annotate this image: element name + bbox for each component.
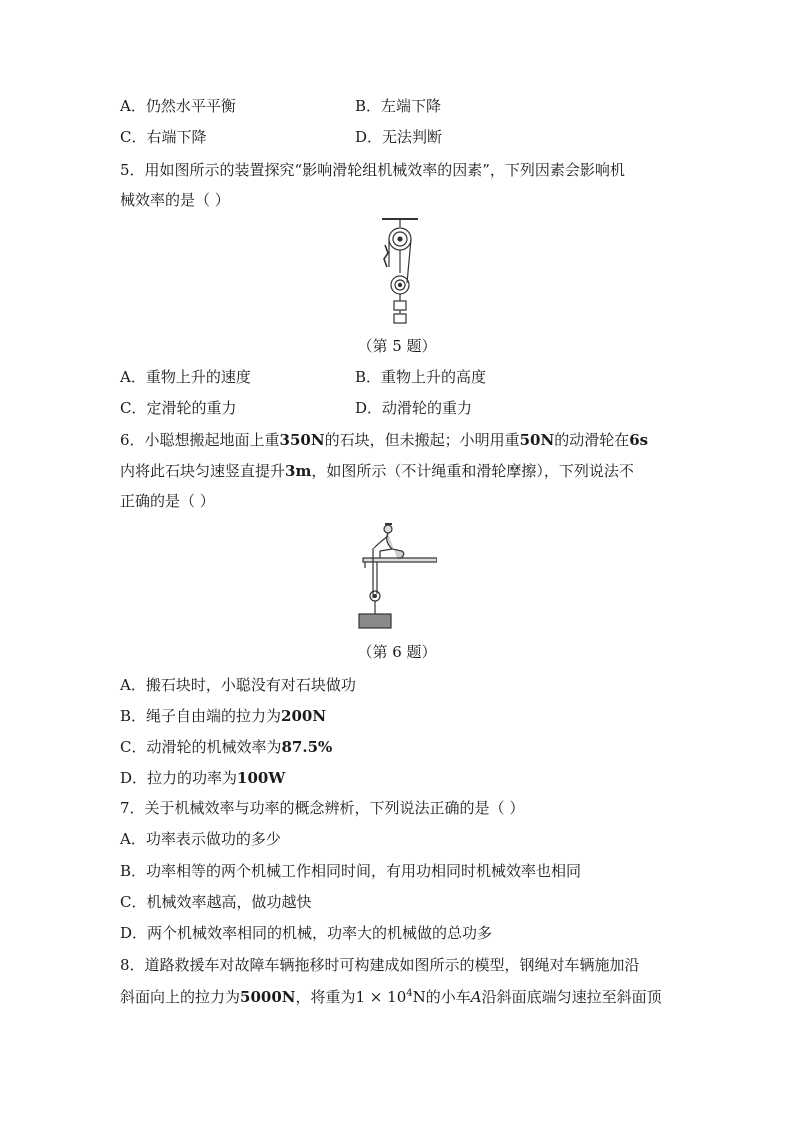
q6-option-c-text: C．动滑轮的机械效率为 (120, 738, 282, 756)
q5-option-b: B．重物上升的高度 (355, 368, 487, 386)
q6-option-c-value: 87.5% (281, 738, 333, 756)
q8-weight-unit: N (412, 988, 426, 1006)
q5-stem-line1: 5．用如图所示的装置探究“影响滑轮组机械效率的因素”，下列因素会影响机 (120, 161, 625, 179)
q6-pulley-weight: 50N (519, 431, 555, 449)
q6-stem-line3: 正确的是（ ） (120, 492, 215, 510)
q8-text: 的小车 (425, 988, 471, 1006)
q8-stem-line1: 8．道路救援车对故障车辆拖移时可构建成如图所示的模型，钢绳对车辆施加沿 (120, 956, 640, 974)
q6-text: 的石块，但未搬起；小明用重 (324, 431, 520, 449)
q4-option-a: A．仍然水平平衡 (120, 97, 236, 115)
q7-option-a: A．功率表示做功的多少 (120, 830, 281, 848)
q8-text: ，将重为 (295, 988, 356, 1006)
q4-option-b: B．左端下降 (355, 97, 442, 115)
q6-text: 6．小聪想搬起地面上重 (120, 431, 280, 449)
q8-text: 斜面向上的拉力为 (120, 988, 241, 1006)
q5-figure-caption: （第 5 题） (357, 337, 437, 355)
q8-stem-line2 (120, 987, 662, 1007)
q6-option-a: A．搬石块时，小聪没有对石块做功 (120, 676, 356, 694)
q6-text: 的动滑轮在 (554, 431, 630, 449)
q6-figure-caption: （第 6 题） (357, 643, 437, 661)
q5-stem-line2: 械效率的是（ ） (120, 191, 230, 209)
q5-option-c: C．定滑轮的重力 (120, 399, 237, 417)
q8-text: 沿斜面底端匀速拉至斜面顶 (481, 988, 662, 1006)
pulley-block-figure (370, 215, 430, 327)
q6-option-b-value: 200N (281, 707, 327, 725)
q8-weight-mantissa: 1 × 10 (355, 988, 407, 1006)
q6-text: 内将此石块匀速竖直提升 (120, 462, 286, 480)
q6-stone-weight: 350N (279, 431, 325, 449)
q8-car-label: A (470, 988, 482, 1006)
q7-option-d: D．两个机械效率相同的机械，功率大的机械做的总功多 (120, 924, 493, 942)
q6-option-d-text: D．拉力的功率为 (120, 769, 238, 787)
q6-height: 3m (285, 462, 312, 480)
worker-pulley-figure (355, 518, 437, 630)
q6-text: ，如图所示（不计绳重和滑轮摩擦），下列说法不 (311, 462, 634, 480)
q6-option-d-value: 100W (237, 769, 286, 787)
q7-option-c: C．机械效率越高，做功越快 (120, 893, 312, 911)
q6-stem-line2 (120, 461, 634, 481)
q6-option-b-text: B．绳子自由端的拉力为 (120, 707, 282, 725)
q4-option-c: C．右端下降 (120, 128, 207, 146)
q7-option-b: B．功率相等的两个机械工作相同时间，有用功相同时机械效率也相同 (120, 862, 582, 880)
q6-stem-line1 (120, 430, 648, 450)
q6-option-c (120, 737, 332, 757)
q8-force-value: 5000N (240, 988, 296, 1006)
q5-option-a: A．重物上升的速度 (120, 368, 251, 386)
q6-option-d (120, 768, 285, 788)
q5-option-d: D．动滑轮的重力 (355, 399, 473, 417)
q4-option-d: D．无法判断 (355, 128, 443, 146)
q8-weight-exponent: 4 (406, 988, 413, 999)
q7-stem: 7．关于机械效率与功率的概念辨析，下列说法正确的是（ ） (120, 799, 525, 817)
q6-option-b (120, 706, 326, 726)
q6-time: 6s (629, 431, 649, 449)
